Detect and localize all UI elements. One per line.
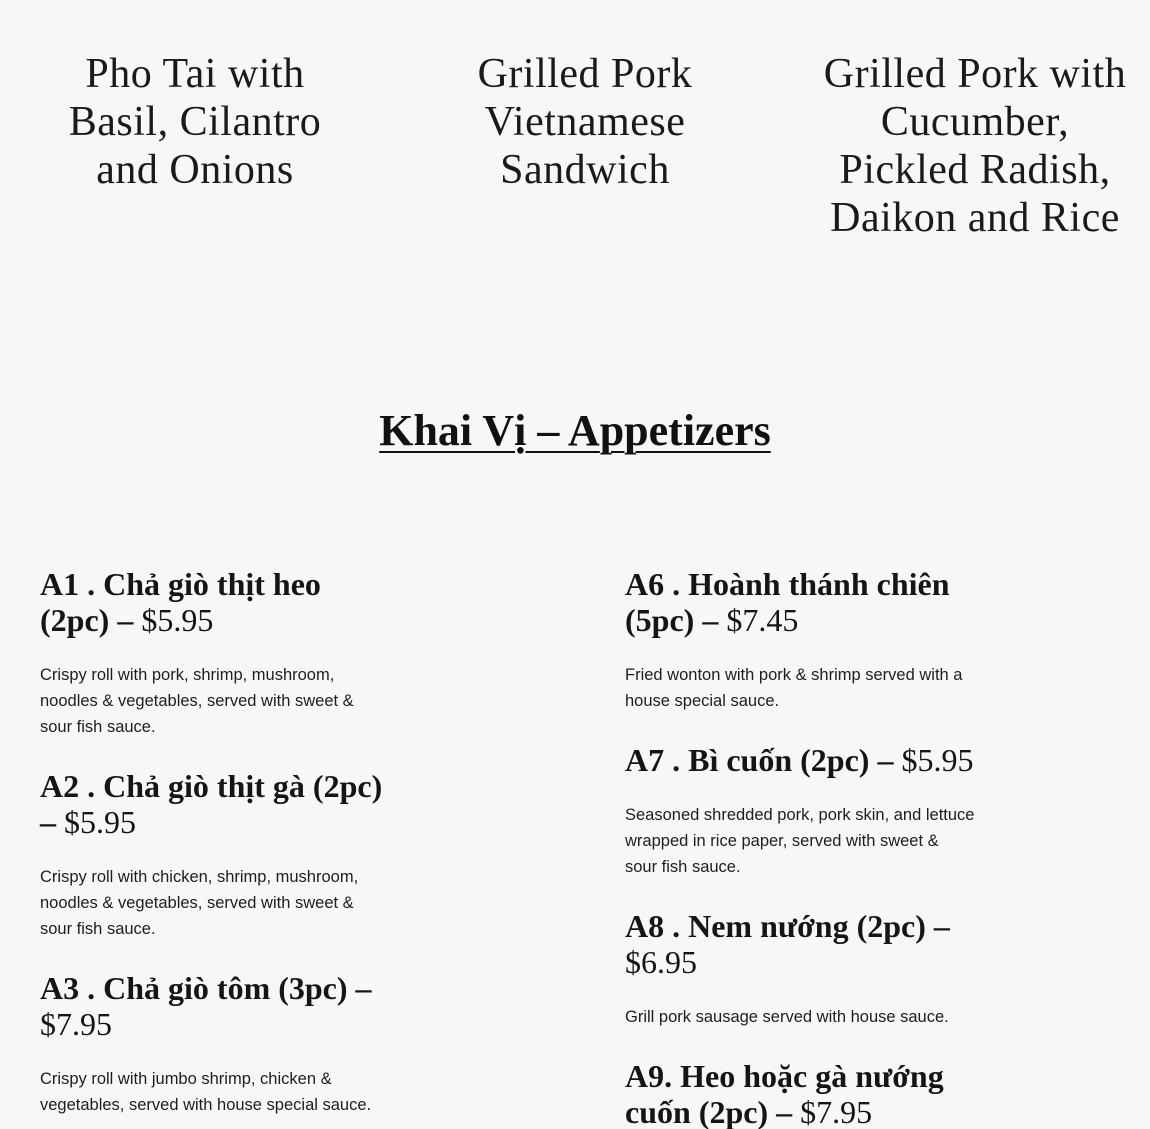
menu-item-description: Crispy roll with chicken, shrimp, mushroom, noodles & vegetables, served with sweet & sour fish sauce. xyxy=(40,868,359,938)
menu-item-a8 xyxy=(625,908,975,1030)
menu-item-a7 xyxy=(625,742,975,880)
menu-item-description: Grill pork sausage served with house sauce. xyxy=(625,1008,949,1026)
menu-column-left xyxy=(40,566,390,1118)
caption-grilled-pork-sandwich: Grilled Pork Vietnamese Sandwich xyxy=(477,51,693,193)
menu-item-a6 xyxy=(625,566,975,714)
section-heading-appetizers xyxy=(0,404,1150,458)
item-price: $7.45 xyxy=(726,602,799,638)
photo-captions xyxy=(0,50,1150,250)
item-name: A7 . Bì cuốn (2pc) – xyxy=(625,742,902,778)
item-price: $7.95 xyxy=(800,1094,873,1129)
menu-item-title xyxy=(625,1058,975,1129)
menu-item-a9 xyxy=(625,1058,975,1129)
item-price: $7.95 xyxy=(40,1006,112,1042)
menu-item-description: Seasoned shredded pork, pork skin, and lettuce wrapped in rice paper, served with sweet & sour fish sauce. xyxy=(625,806,975,876)
menu-item-title xyxy=(40,768,390,840)
item-price: $6.95 xyxy=(625,944,697,980)
caption-pho-tai: Pho Tai with Basil, Cilantro and Onions xyxy=(68,51,322,193)
menu-item-title xyxy=(625,908,975,980)
item-name: A9. Heo hoặc gà nướng cuốn (2pc) – xyxy=(625,1058,944,1129)
item-name: A3 . Chả giò tôm (3pc) – xyxy=(40,970,372,1006)
item-name: A1 . Chả giò thịt heo (2pc) – xyxy=(40,566,321,638)
item-name: A2 . Chả giò thịt gà (2pc) – xyxy=(40,768,383,840)
menu-column-right xyxy=(625,566,975,1129)
item-name: A8 . Nem nướng (2pc) – xyxy=(625,908,950,944)
item-price: $5.95 xyxy=(64,804,136,840)
item-price: $5.95 xyxy=(901,742,974,778)
menu-item-title xyxy=(40,970,390,1042)
item-name: A6 . Hoành thánh chiên (5pc) – xyxy=(625,566,950,638)
caption-grilled-pork-rice: Grilled Pork with Cucumber, Pickled Radish, Daikon and Rice xyxy=(823,51,1127,241)
menu-item-description: Crispy roll with jumbo shrimp, chicken & vegetables, served with house special sauce. xyxy=(40,1070,372,1114)
menu-item-a2 xyxy=(40,768,390,942)
menu-item-title xyxy=(625,742,975,778)
menu-item-title xyxy=(40,566,390,638)
heading-bold-part: Khai Vị – A xyxy=(379,406,600,455)
item-price: $5.95 xyxy=(141,602,214,638)
heading-rest-part: ppetizers xyxy=(599,406,771,455)
menu-item-a3 xyxy=(40,970,390,1118)
menu-item-title xyxy=(625,566,975,638)
menu-item-description: Crispy roll with pork, shrimp, mushroom, noodles & vegetables, served with sweet & sour fish sauce. xyxy=(40,666,354,736)
menu-item-a1 xyxy=(40,566,390,740)
menu-item-description: Fried wonton with pork & shrimp served with a house special sauce. xyxy=(625,666,963,710)
